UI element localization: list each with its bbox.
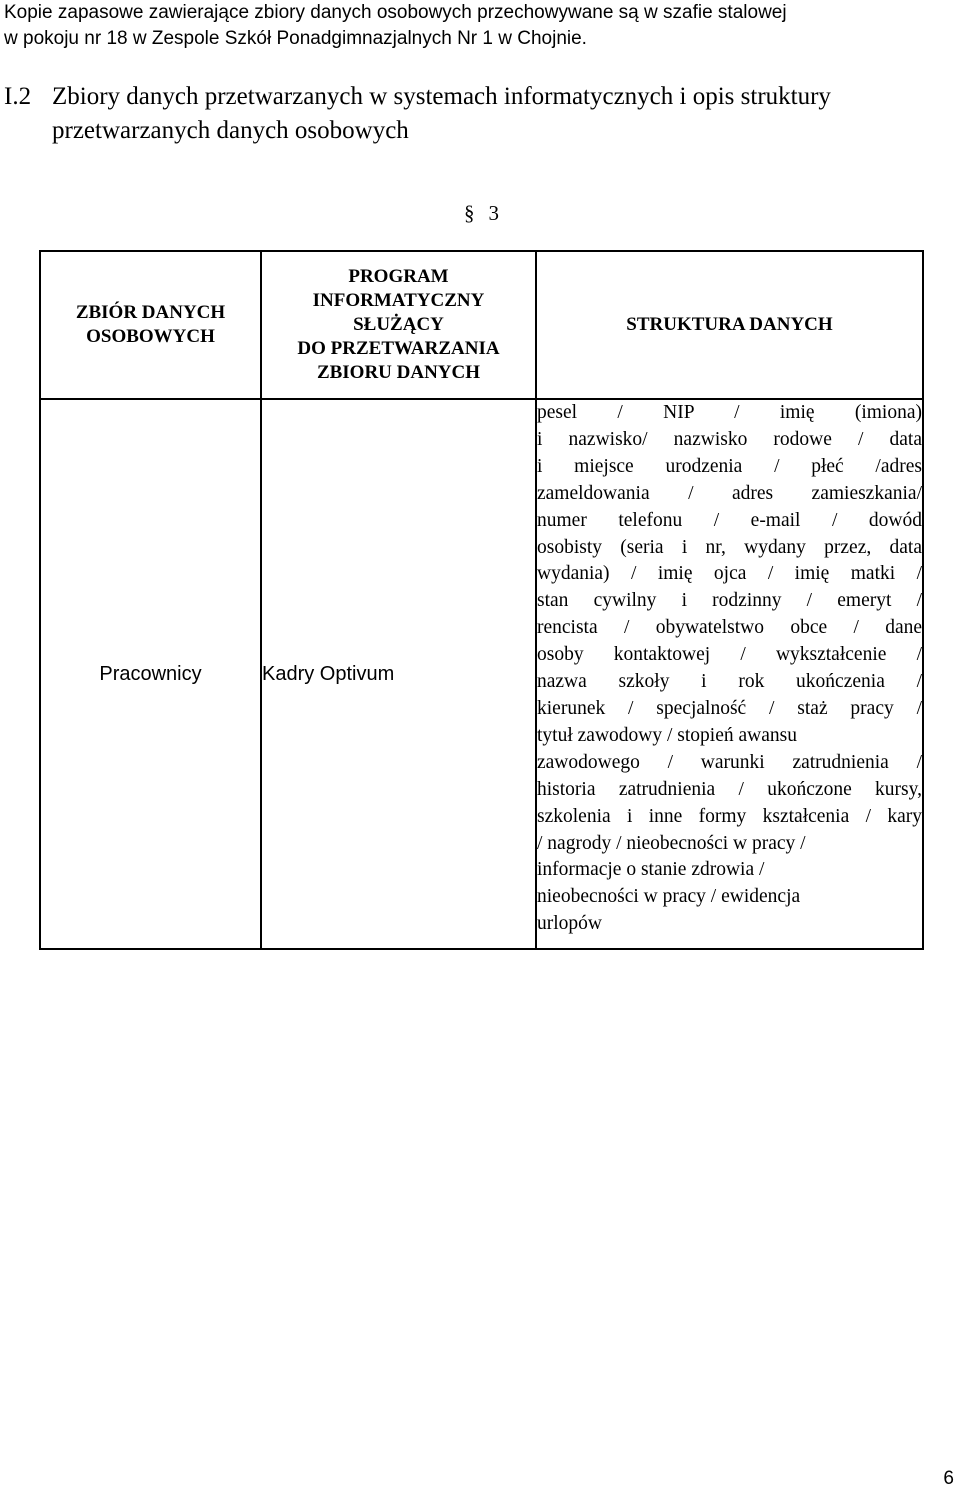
struktura-line: osobisty (seria i nr, wydany przez, data bbox=[537, 536, 922, 558]
paragraph-marker bbox=[464, 198, 499, 228]
struktura-line: stan cywilny i rodzinny / emeryt / bbox=[537, 590, 922, 612]
struktura-line: zawodowego / warunki zatrudnienia / bbox=[537, 751, 922, 773]
struktura-line: nazwa szkoły i rok ukończenia / bbox=[537, 671, 922, 693]
heading-line-1: Zbiory danych przetwarzanych w systemach informatycznych i opis struktury bbox=[52, 83, 831, 110]
header-line: SŁUŻĄCY bbox=[353, 314, 444, 335]
struktura-line: szkolenia i inne formy kształcenia / kary bbox=[537, 805, 922, 827]
page-number: 6 bbox=[943, 1468, 954, 1489]
struktura-line: historia zatrudnienia / ukończone kursy, bbox=[537, 778, 922, 800]
struktura-line: i nazwisko/ nazwisko rodowe / data bbox=[537, 428, 922, 450]
intro-paragraph bbox=[4, 0, 954, 52]
cell-program: Kadry Optivum bbox=[261, 399, 536, 949]
struktura-line: rencista / obywatelstwo obce / dane bbox=[537, 617, 922, 639]
struktura-line: nieobecności w pracy / ewidencja bbox=[537, 886, 801, 908]
struktura-line: urlopów bbox=[537, 913, 602, 935]
header-line: DO PRZETWARZANIA bbox=[297, 338, 500, 359]
struktura-line: tytuł zawodowy / stopień awansu bbox=[537, 724, 797, 746]
table-row bbox=[40, 399, 923, 949]
struktura-line: osoby kontaktowej / wykształcenie / bbox=[537, 644, 922, 666]
header-line: ZBIORU DANYCH bbox=[316, 362, 481, 383]
struktura-line: i miejsce urodzenia / płeć /adres bbox=[537, 455, 922, 477]
struktura-line: kierunek / specjalność / staż pracy / bbox=[537, 697, 922, 719]
header-line: INFORMATYCZNY bbox=[312, 290, 485, 311]
struktura-line: pesel / NIP / imię (imiona) bbox=[537, 402, 922, 423]
heading-line-2: przetwarzanych danych osobowych bbox=[52, 117, 409, 144]
section-heading bbox=[4, 80, 954, 148]
struktura-line: wydania) / imię ojca / imię matki / bbox=[537, 563, 922, 585]
table-header-row bbox=[40, 251, 923, 399]
header-line: PROGRAM bbox=[348, 266, 449, 287]
header-line: ZBIÓR DANYCH bbox=[75, 302, 226, 323]
struktura-line: zameldowania / adres zamieszkania/ bbox=[537, 482, 922, 504]
heading-number: I.2 bbox=[4, 83, 32, 110]
header-zbior bbox=[40, 251, 261, 399]
header-program bbox=[261, 251, 536, 399]
cell-zbior: Pracownicy bbox=[40, 399, 261, 949]
data-sets-table bbox=[39, 250, 924, 950]
intro-line: w pokoju nr 18 w Zespole Szkół Ponadgimnazjalnych Nr 1 w Chojnie. bbox=[4, 28, 587, 49]
struktura-line: informacje o stanie zdrowia / bbox=[537, 859, 765, 881]
intro-line: Kopie zapasowe zawierające zbiory danych osobowych przechowywane są w szafie stalowej bbox=[4, 2, 787, 23]
header-line: STRUKTURA DANYCH bbox=[626, 314, 833, 335]
header-line: OSOBOWYCH bbox=[86, 326, 215, 347]
struktura-line: numer telefonu / e-mail / dowód bbox=[537, 509, 922, 531]
section-number: 3 bbox=[488, 201, 499, 225]
header-struktura bbox=[536, 251, 923, 399]
struktura-line: / nagrody / nieobecności w pracy / bbox=[537, 832, 806, 854]
cell-struktura bbox=[536, 399, 923, 949]
section-symbol: § bbox=[464, 201, 475, 225]
